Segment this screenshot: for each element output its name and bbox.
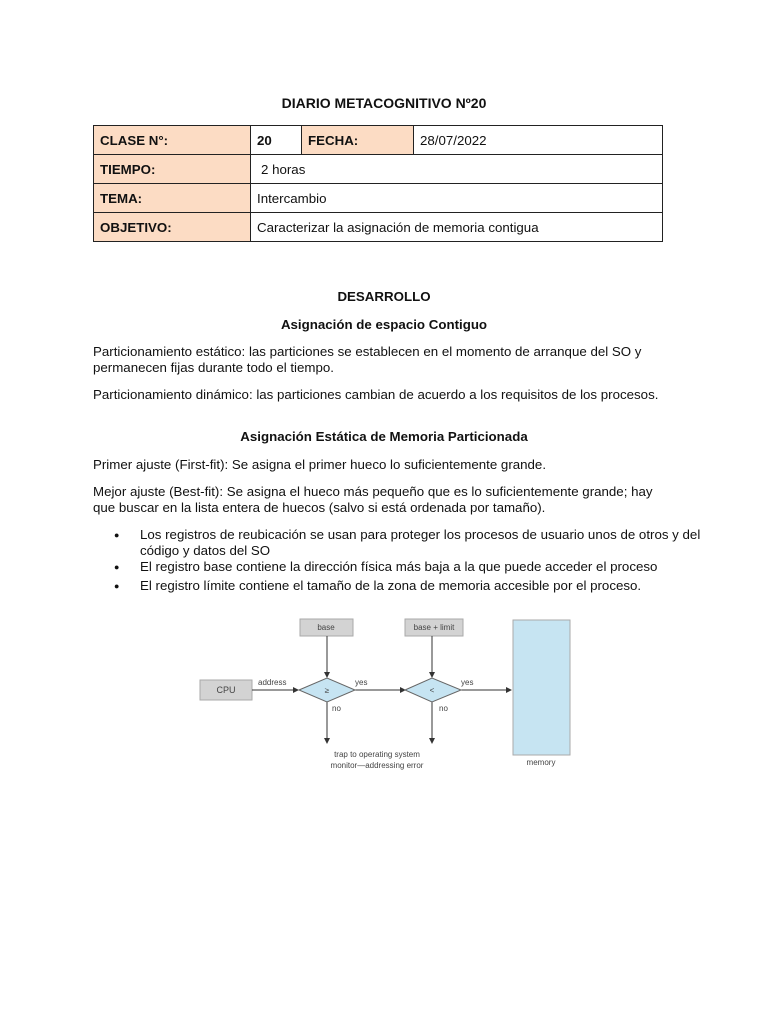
- paragraph: Mejor ajuste (Best-fit): Se asigna el hueco más pequeño que es lo suficientemente grande; hay que buscar en la lista entera de huecos (salvo si está ordenada por tamaño).: [93, 484, 653, 515]
- section-heading: DESARROLLO: [337, 289, 431, 304]
- tiempo-value: 2 horas: [251, 155, 663, 184]
- fecha-value: 28/07/2022: [414, 126, 663, 155]
- subheading: Asignación de espacio Contiguo: [280, 317, 488, 332]
- cpu-label: CPU: [216, 685, 236, 695]
- bullet-item: ● El registro base contiene la dirección física más baja a la que puede acceder el proceso: [140, 559, 730, 575]
- yes-label: yes: [355, 678, 368, 687]
- memory-protection-diagram: [195, 615, 575, 770]
- info-table: [93, 125, 663, 242]
- bullet-item: ● Los registros de reubicación se usan para proteger los procesos de usuario unos de otros y del código y datos del SO: [140, 527, 730, 559]
- fecha-label: FECHA:: [302, 126, 414, 155]
- bullet-list: [93, 527, 730, 594]
- no-label: no: [332, 704, 341, 713]
- trap-label: trap to operating system: [334, 750, 420, 759]
- tema-label: TEMA:: [94, 184, 251, 213]
- address-label: address: [258, 678, 287, 687]
- yes-label: yes: [461, 678, 474, 687]
- objetivo-value: Caracterizar la asignación de memoria contigua: [251, 213, 663, 242]
- lt-label: <: [429, 686, 435, 695]
- page-title: DIARIO METACOGNITIVO Nº20: [281, 95, 487, 111]
- objetivo-label: OBJETIVO:: [94, 213, 251, 242]
- paragraph: Primer ajuste (First-fit): Se asigna el primer hueco lo suficientemente grande.: [93, 457, 547, 472]
- paragraph: Particionamiento estático: las particiones se establecen en el momento de arranque del SO y permanecen fijas durante todo el tiempo.: [93, 344, 642, 375]
- subheading: Asignación Estática de Memoria Particionada: [240, 429, 528, 444]
- base-label: base: [317, 623, 335, 632]
- memory-label: memory: [526, 758, 556, 767]
- memory-box: [513, 620, 570, 755]
- tiempo-label: TIEMPO:: [94, 155, 251, 184]
- base-limit-label: base + limit: [413, 623, 455, 632]
- bullet-item: ● El registro límite contiene el tamaño de la zona de memoria accesible por el proceso.: [140, 578, 730, 594]
- clase-label: CLASE N°:: [94, 126, 251, 155]
- clase-value: 20: [251, 126, 302, 155]
- no-label: no: [439, 704, 448, 713]
- paragraph: Particionamiento dinámico: las particiones cambian de acuerdo a los requisitos de los procesos.: [93, 387, 659, 402]
- trap-label: monitor—addressing error: [330, 761, 424, 770]
- tema-value: Intercambio: [251, 184, 663, 213]
- ge-label: ≥: [324, 686, 330, 695]
